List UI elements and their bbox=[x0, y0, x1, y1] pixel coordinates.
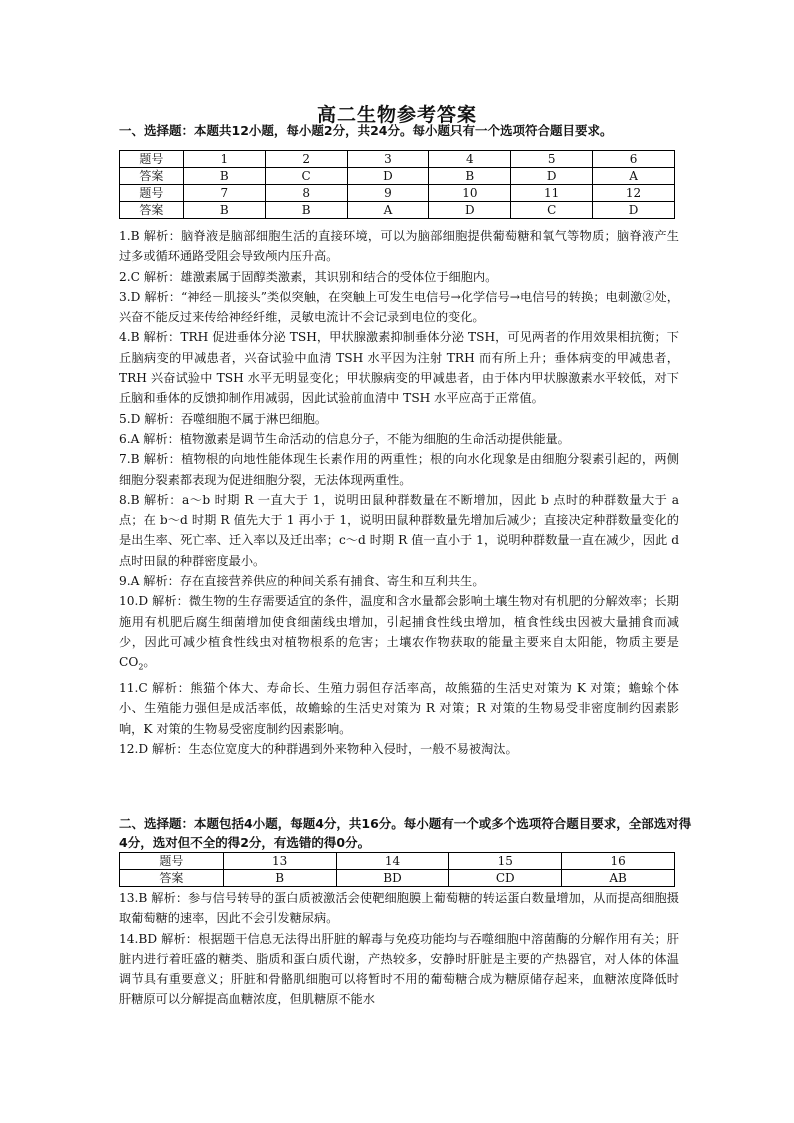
table-row bbox=[120, 151, 675, 168]
explanation-paragraph: 12.D 解析：生态位宽度大的种群遇到外来物种入侵时，一般不易被淘汰。 bbox=[119, 741, 518, 756]
question-number: 11 bbox=[511, 185, 593, 202]
answer-cell: D bbox=[347, 168, 429, 185]
explanation-paragraph: 1.B 解析：脑脊液是脑部细胞生活的直接环境，可以为脑部细胞提供葡萄糖和氧气等物质；脑脊液产生过多或循环通路受阻会导致颅内压升高。 bbox=[119, 229, 679, 264]
answer-table-1 bbox=[119, 150, 675, 219]
explanation-paragraph: 5.D 解析：吞噬细胞不属于淋巴细胞。 bbox=[119, 411, 328, 426]
table-row bbox=[120, 202, 675, 219]
explanations-section-2 bbox=[119, 888, 679, 1010]
row-label-answer: 答案 bbox=[120, 168, 184, 185]
page-title: 高二生物参考答案 bbox=[316, 104, 477, 126]
table-row bbox=[120, 185, 675, 202]
question-number: 16 bbox=[562, 853, 675, 870]
answer-cell: B bbox=[223, 870, 336, 887]
answer-cell: D bbox=[593, 202, 675, 219]
question-number: 7 bbox=[183, 185, 265, 202]
question-number: 15 bbox=[449, 853, 562, 870]
question-number: 1 bbox=[183, 151, 265, 168]
explanation-paragraph: 8.B 解析：a～b 时期 R 一直大于 1，说明田鼠种群数量在不断增加，因此 b 点时的种群数量大于 a 点；在 b～d 时期 R 值先大于 1 再小于 1，说明田鼠种群数量先增加后减少；直接决定种群数量变化的是出生率、死亡率、迁入率以及迁出率；c～d 时期 R 值一直小于 1，说明种群数量一直在减少，因此 d 点时田鼠的种群密度最小。 bbox=[119, 492, 679, 568]
answer-cell: C bbox=[265, 168, 347, 185]
answer-table-2 bbox=[119, 852, 675, 887]
explanation-paragraph: 2.C 解析：雄激素属于固醇类激素，其识别和结合的受体位于细胞内。 bbox=[119, 269, 498, 284]
question-number: 13 bbox=[223, 853, 336, 870]
answer-cell: A bbox=[593, 168, 675, 185]
explanation-paragraph bbox=[119, 591, 679, 678]
question-number: 2 bbox=[265, 151, 347, 168]
answer-cell: B bbox=[183, 168, 265, 185]
question-number: 4 bbox=[429, 151, 511, 168]
question-number: 8 bbox=[265, 185, 347, 202]
row-label-answer: 答案 bbox=[120, 870, 224, 887]
answer-cell: B bbox=[429, 168, 511, 185]
explanations-section-1 bbox=[119, 226, 679, 759]
section-2-heading: 二、选择题：本题包括4小题，每题4分，共16分。每小题有一个或多个选项符合题目要求，全部选对得4分，选对但不全的得2分，有选错的得0分。 bbox=[119, 816, 692, 850]
question-number: 10 bbox=[429, 185, 511, 202]
table-row bbox=[120, 870, 675, 887]
row-label-question: 题号 bbox=[120, 853, 224, 870]
question-number: 6 bbox=[593, 151, 675, 168]
question-number: 12 bbox=[593, 185, 675, 202]
answer-cell: C bbox=[511, 202, 593, 219]
answer-cell: B bbox=[183, 202, 265, 219]
section-1-heading: 一、选择题：本题共12小题，每小题2分，共24分。每小题只有一个选项符合题目要求。 bbox=[119, 123, 613, 138]
co2-subscript: 2 bbox=[138, 662, 144, 672]
answer-cell: D bbox=[429, 202, 511, 219]
sentence-end: 。 bbox=[143, 655, 156, 670]
explanation-text: 10.D 解析：微生物的生存需要适宜的条件，温度和含水量都会影响土壤生物对有机肥的分解效率；长期施用有机肥后腐生细菌增加使食细菌线虫增加，引起捕食性线虫增加，植食性线虫因被大量捕食而减少，因此可减少植食性线虫对植物根系的危害；土壤农作物获取的能量主要来自太阳能，物质主要是 CO bbox=[119, 594, 679, 670]
explanation-paragraph: 4.B 解析：TRH 促进垂体分泌 TSH，甲状腺激素抑制垂体分泌 TSH，可见两者的作用效果相抗衡；下丘脑病变的甲减患者，兴奋试验中血清 TSH 水平因为注射 TRH 而有所上升；垂体病变的甲减患者，TRH 兴奋试验中 TSH 水平无明显变化；甲状腺病变的甲减患者，由于体内甲状腺激素水平较低，对下丘脑和垂体的反馈抑制作用减弱，因此试验前血清中 TSH 水平应高于正常值。 bbox=[119, 330, 679, 406]
answer-cell: CD bbox=[449, 870, 562, 887]
answer-cell: AB bbox=[562, 870, 675, 887]
row-label-answer: 答案 bbox=[120, 202, 184, 219]
row-label-question: 题号 bbox=[120, 185, 184, 202]
explanation-paragraph: 6.A 解析：植物激素是调节生命活动的信息分子，不能为细胞的生命活动提供能量。 bbox=[119, 431, 570, 446]
answer-cell: BD bbox=[336, 870, 449, 887]
answer-cell: D bbox=[511, 168, 593, 185]
table-row bbox=[120, 853, 675, 870]
explanation-paragraph: 11.C 解析：熊猫个体大、寿命长、生殖力弱但存活率高，故熊猫的生活史对策为 K 对策；蟾蜍个体小、生殖能力强但是成活率低，故蟾蜍的生活史对策为 R 对策；R 对策的生物易受非密度制约因素影响，K 对策的生物易受密度制约因素影响。 bbox=[119, 680, 679, 736]
explanation-paragraph: 7.B 解析：植物根的向地性能体现生长素作用的两重性；根的向水化现象是由细胞分裂素引起的，两侧细胞分裂素都表现为促进细胞分裂，无法体现两重性。 bbox=[119, 452, 679, 487]
table-row bbox=[120, 168, 675, 185]
answer-cell: B bbox=[265, 202, 347, 219]
explanation-paragraph: 9.A 解析：存在直接营养供应的种间关系有捕食、寄生和互利共生。 bbox=[119, 574, 485, 589]
answer-cell: A bbox=[347, 202, 429, 219]
question-number: 5 bbox=[511, 151, 593, 168]
question-number: 3 bbox=[347, 151, 429, 168]
row-label-question: 题号 bbox=[120, 151, 184, 168]
explanation-paragraph: 13.B 解析：参与信号转导的蛋白质被激活会使靶细胞膜上葡萄糖的转运蛋白数量增加，从而提高细胞摄取葡萄糖的速率，因此不会引发糖尿病。 bbox=[119, 891, 679, 926]
question-number: 9 bbox=[347, 185, 429, 202]
explanation-paragraph: 3.D 解析：“神经－肌接头”类似突触，在突触上可发生电信号→化学信号→电信号的转换；电刺激②处，兴奋不能反过来传给神经纤维，灵敏电流计不会记录到电位的变化。 bbox=[119, 289, 679, 325]
explanation-paragraph: 14.BD 解析：根据题干信息无法得出肝脏的解毒与免疫功能均与吞噬细胞中溶菌酶的分解作用有关；肝脏内进行着旺盛的糖类、脂质和蛋白质代谢，产热较多，安静时肝脏是主要的产热器官，对人体的体温调节具有重要意义；肝脏和骨骼肌细胞可以将暂时不用的葡萄糖合成为糖原储存起来，血糖浓度降低时肝糖原可以分解提高血糖浓度，但肌糖原不能水 bbox=[119, 931, 679, 1007]
question-number: 14 bbox=[336, 853, 449, 870]
